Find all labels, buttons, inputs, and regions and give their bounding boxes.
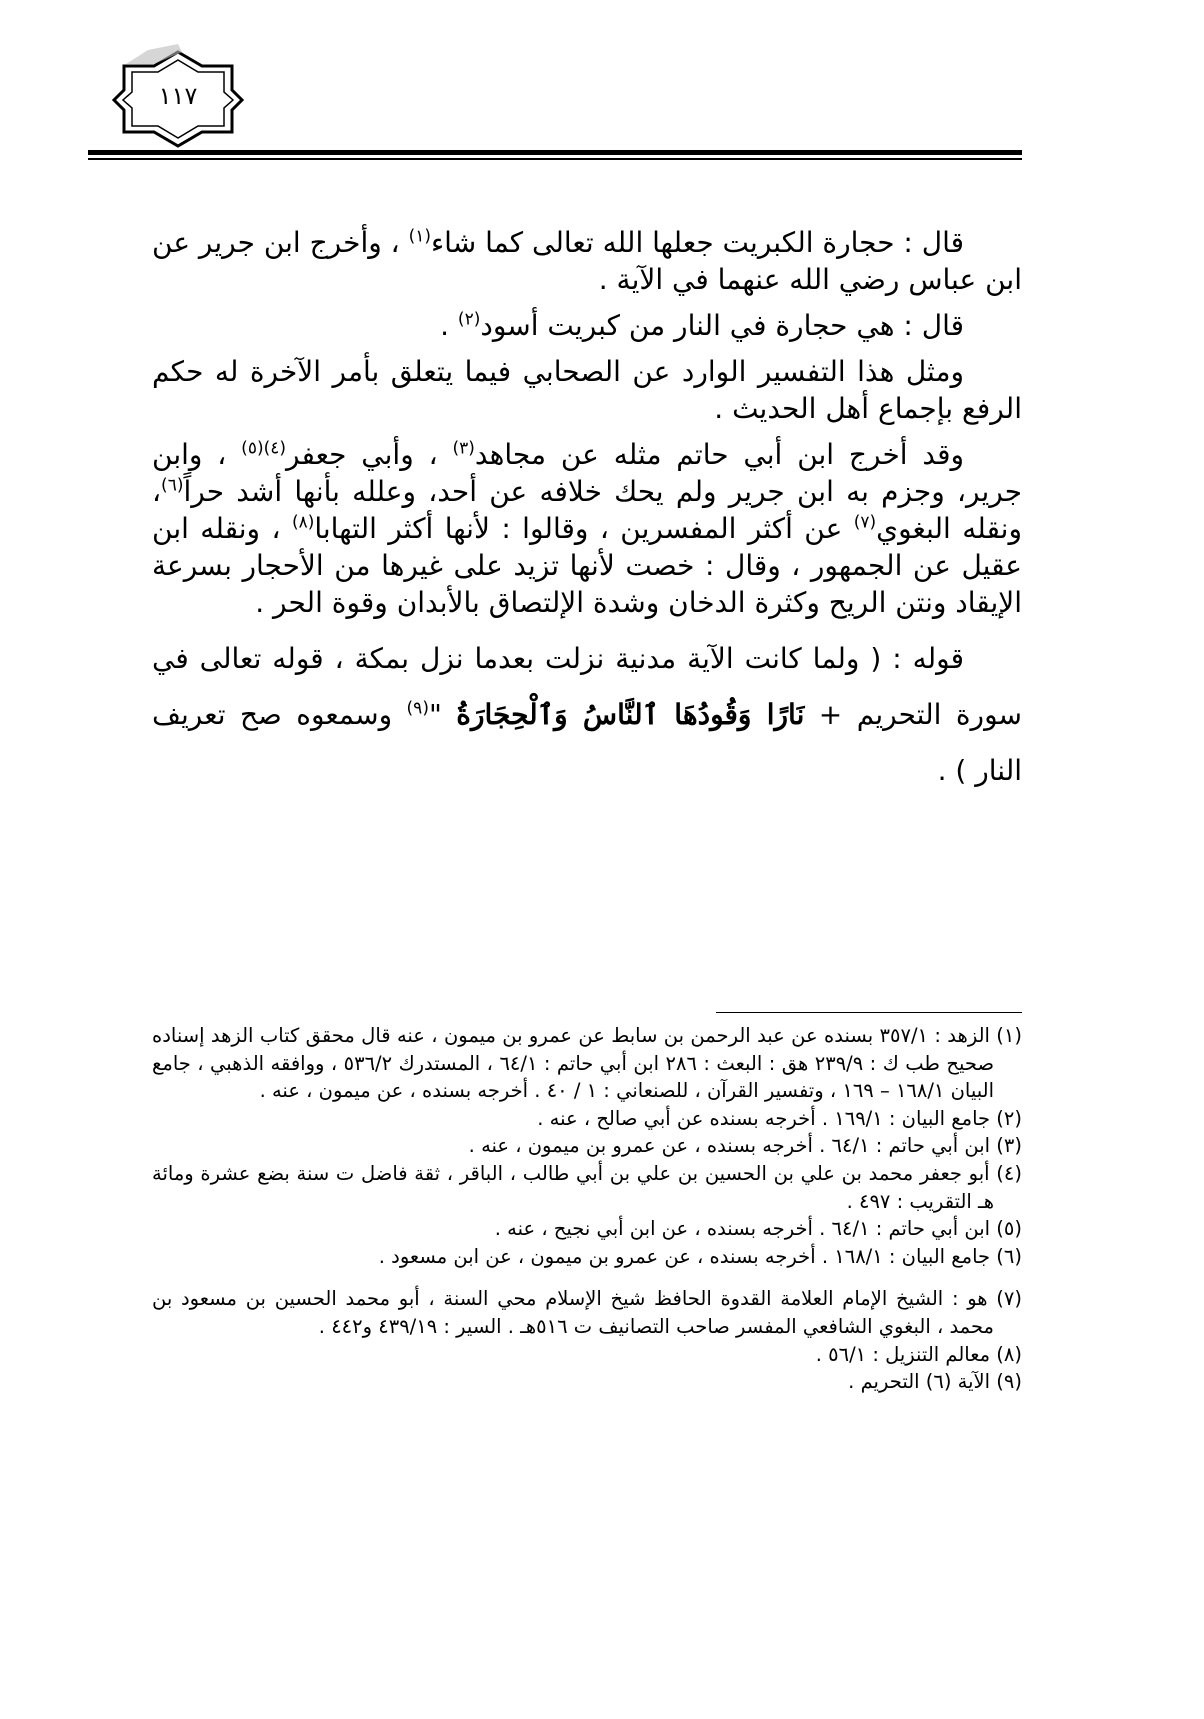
footnote-7: (٧) هو : الشيخ الإمام العلامة القدوة الحافظ شيخ الإسلام محي السنة ، أبو محمد الحسين بن مسعود بن محمد ، البغوي الشافعي المفسر صاحب التصانيف ت ٥١٦هـ . السير : ٤٣٩/١٩ و٤٤٢ .: [152, 1287, 1022, 1338]
footnote-ref: (٦): [161, 475, 184, 496]
text-run: .: [440, 309, 458, 342]
footnote-ref: (٨): [291, 512, 315, 533]
footnote-6: (٦) جامع البيان : ١٦٨/١ . أخرجه بسنده ، عن عمرو بن ميمون ، عن ابن مسعود .: [378, 1244, 1022, 1268]
text-run: وسمعوه صح تعريف النار ) .: [152, 698, 1022, 787]
paragraph-1: [152, 224, 1022, 298]
footnote-ref: (٧): [853, 512, 877, 533]
footnote-3: (٣) ابن أبي حاتم : ٦٤/١ . أخرجه بسنده ، عن عمرو بن ميمون ، عنه .: [468, 1134, 1022, 1158]
text-run: قوله : ( ولما كانت الآية مدنية نزلت بعدما نزل بمكة ، قوله تعالى في سورة التحريم +: [152, 642, 1022, 731]
footnote-ref: (١): [408, 226, 432, 247]
text-run: قال : هي حجارة في النار من كبريت أسود: [480, 309, 964, 342]
footnote-ref: (٤)(٥): [241, 438, 286, 459]
text-run: ": [428, 698, 457, 731]
footnote-ref: (٣): [452, 438, 475, 459]
paragraph-4: [152, 436, 1022, 621]
footnote-2: (٢) جامع البيان : ١٦٩/١ . أخرجه بسنده عن أبي صالح ، عنه .: [537, 1106, 1022, 1130]
text-run: وقد أخرج ابن أبي حاتم مثله عن مجاهد: [474, 438, 965, 471]
page-number-badge: [108, 44, 248, 154]
paragraph-2: [152, 307, 1022, 344]
header-rule-thick: [88, 150, 1022, 155]
paragraph-5: [152, 631, 1022, 799]
quran-verse: نَارًا وَقُودُهَا ٱلنَّاسُ وَٱلْحِجَارَةُ: [456, 698, 805, 731]
footnote-ref: (٩): [406, 698, 429, 719]
footnote-ref: (٢): [457, 309, 481, 330]
text-run: ، ونقله ابن عقيل عن الجمهور ، وقال : خصت لأنها تزيد على غيرها من الأحجار بسرعة الإيقاد ونتن الريح وكثرة الدخان وشدة الإلتصاق بالأبدان وقوة الحر .: [152, 512, 1022, 619]
text-run: ، وابن جرير، وجزم به ابن جرير ولم يحك خلافه عن أحد، وعلله بأنها أشد حراً: [152, 438, 1022, 508]
footnote-4: (٤) أبو جعفر محمد بن علي بن الحسين بن علي بن أبي طالب ، الباقر ، ثقة فاضل ت سنة بضع عشرة ومائة هـ التقريب : ٤٩٧ .: [152, 1161, 1022, 1213]
footnote-5: (٥) ابن أبي حاتم : ٦٤/١ . أخرجه بسنده ، عن ابن أبي نجيح ، عنه .: [494, 1217, 1022, 1241]
footnotes: [152, 1022, 1022, 1396]
main-text: [152, 224, 1022, 808]
text-run: قال : حجارة الكبريت جعلها الله تعالى كما شاء: [431, 226, 964, 259]
footnote-9: (٩) الآية (٦) التحريم .: [848, 1370, 1022, 1394]
footnote-8: (٨) معالم التنزيل : ٥٦/١ .: [815, 1342, 1022, 1366]
footnote-1: (١) الزهد : ٣٥٧/١ بسنده عن عبد الرحمن بن سابط عن عمرو بن ميمون ، عنه قال محقق كتاب الزهد إسناده صحيح طب ك : ٢٣٩/٩ هق : البعث : ٢٨٦ ابن أبي حاتم : ٦٤/١ ، المستدرك ٥٣٦/٢ ، ووافقه الذهبي ، جامع البيان ١٦٨/١ – ١٦٩ ، وتفسير القرآن ، للصنعاني : ١ / ٤٠ . أخرجه بسنده ، عن ميمون ، عنه .: [152, 1024, 1022, 1103]
page-number: ١١٧: [158, 82, 198, 110]
footnote-separator: [716, 1012, 1022, 1013]
text-run: ، ونقله البغوي: [152, 475, 1022, 545]
paragraph-3: ومثل هذا التفسير الوارد عن الصحابي فيما يتعلق بأمر الآخرة له حكم الرفع بإجماع أهل الحديث .: [152, 355, 1022, 425]
header-rule-thin: [88, 158, 1022, 160]
text-run: ، وأخرج ابن جرير عن ابن عباس رضي الله عنهما في الآية .: [152, 226, 1022, 296]
text-run: ، وأبي جعفر: [286, 438, 453, 471]
text-run: عن أكثر المفسرين ، وقالوا : لأنها أكثر التهابا: [314, 512, 854, 545]
